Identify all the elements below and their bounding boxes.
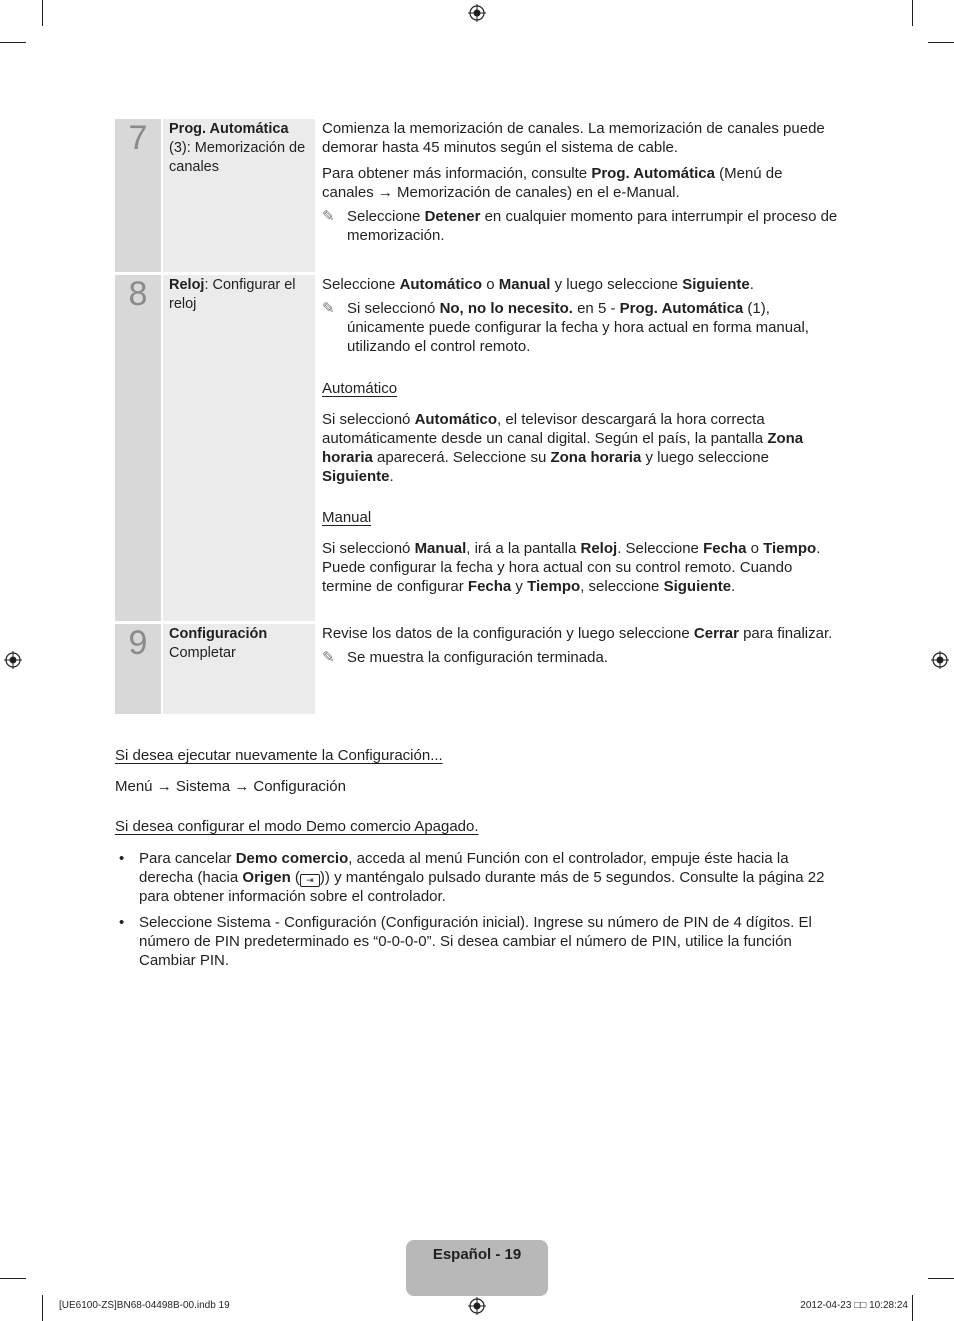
subheading-automatico: Automático — [322, 380, 398, 397]
step-label-title: Configuración — [169, 626, 268, 642]
paragraph: Comienza la memorización de canales. La memorización de canales puede demorar hasta 45 minutos según el sistema de cable. — [322, 120, 825, 156]
crosshair-registration-icon — [931, 651, 949, 669]
paragraph: Seleccione Automático o Manual y luego seleccione Siguiente. — [322, 276, 754, 293]
pencil-note-icon: ✎ — [322, 649, 335, 666]
step-label — [163, 119, 315, 272]
paragraph: Si seleccionó Automático, el televisor descargará la hora correcta automáticamente desde un canal digital. Según el país, la pantalla Zona horaria aparecerá. Seleccione su Zona horaria y luego seleccione Siguiente. — [322, 411, 804, 485]
step-description — [315, 119, 838, 272]
step-description — [315, 624, 838, 714]
crop-mark — [928, 42, 954, 43]
step-9 — [115, 624, 838, 714]
step-7 — [115, 119, 838, 272]
setup-steps — [115, 119, 838, 714]
step-label — [163, 275, 315, 621]
crosshair-registration-icon — [468, 4, 486, 22]
list-item: • Seleccione Sistema - Configuración (Configuración inicial). Ingrese su número de PIN de 4 dígitos. El número de PIN predeterminado es “0-0-0-0”. Si desea cambiar el número de PIN, utilice la función Cambiar PIN. — [119, 914, 812, 969]
list-item: • Para cancelar Demo comercio, acceda al menú Función con el controlador, empuje éste hacia la derecha (hacia Origen ( ⇥ )) y manténgalo pulsado durante más de 5 segundos. Consulte la página 22 para obtener información sobre el controlador. — [119, 850, 825, 905]
crop-mark — [912, 1295, 913, 1321]
subheading-manual: Manual — [322, 509, 372, 526]
pencil-note-icon: ✎ — [322, 300, 335, 317]
bullet-icon: • — [119, 850, 125, 867]
step-label-detail: : Configurar el reloj — [169, 277, 296, 312]
pencil-note-icon: ✎ — [322, 208, 335, 225]
step-label-detail: (3): Memorización de canales — [169, 140, 306, 175]
rerun-heading: Si desea ejecutar nuevamente la Configuración... — [115, 747, 443, 764]
paragraph: Para obtener más información, consulte Prog. Automática (Menú de canales → Memorización de canales) en el e-Manual. — [322, 165, 783, 201]
bullet-icon: • — [119, 914, 125, 931]
crop-mark — [928, 1278, 954, 1279]
step-number: 9 — [115, 624, 161, 714]
step-description — [315, 275, 838, 621]
demo-heading: Si desea configurar el modo Demo comercio Apagado. — [115, 818, 479, 835]
step-label-title: Prog. Automática — [169, 121, 289, 137]
step-label-detail: Completar — [169, 645, 236, 661]
crop-mark — [0, 42, 26, 43]
crop-mark — [42, 1295, 43, 1321]
menu-path: Menú → Sistema → Configuración — [115, 778, 346, 795]
page-number-badge — [406, 1240, 548, 1296]
step-8 — [115, 275, 838, 621]
crosshair-registration-icon — [4, 651, 22, 669]
crop-mark — [42, 0, 43, 26]
note: ✎ Seleccione Detener en cualquier momento para interrumpir el proceso de memorización. — [322, 208, 838, 244]
step-label — [163, 624, 315, 714]
paragraph: Revise los datos de la configuración y luego seleccione Cerrar para finalizar. — [322, 625, 833, 642]
paragraph: Si seleccionó Manual, irá a la pantalla Reloj. Seleccione Fecha o Tiempo. Puede configurar la fecha y hora actual con su control remoto. Cuando termine de configurar Fecha y Tiempo, seleccione Siguiente. — [322, 540, 821, 595]
source-input-icon: ⇥ — [300, 874, 320, 887]
footer-timestamp: 2012-04-23 □□ 10:28:24 — [800, 1300, 908, 1311]
page-number: Español - 19 — [432, 1246, 522, 1263]
note: ✎ Se muestra la configuración terminada. — [322, 649, 608, 666]
note: ✎ Si seleccionó No, no lo necesito. en 5 - Prog. Automática (1), únicamente puede configurar la fecha y hora actual en forma manual, utilizando el control remoto. — [322, 300, 809, 355]
step-number: 7 — [115, 119, 161, 272]
crosshair-registration-icon — [468, 1297, 486, 1315]
crop-mark — [912, 0, 913, 26]
footer-file-info: [UE6100-ZS]BN68-04498B-00.indb 19 — [59, 1300, 230, 1311]
step-number: 8 — [115, 275, 161, 621]
step-label-title: Reloj — [169, 277, 205, 293]
crop-mark — [0, 1278, 26, 1279]
